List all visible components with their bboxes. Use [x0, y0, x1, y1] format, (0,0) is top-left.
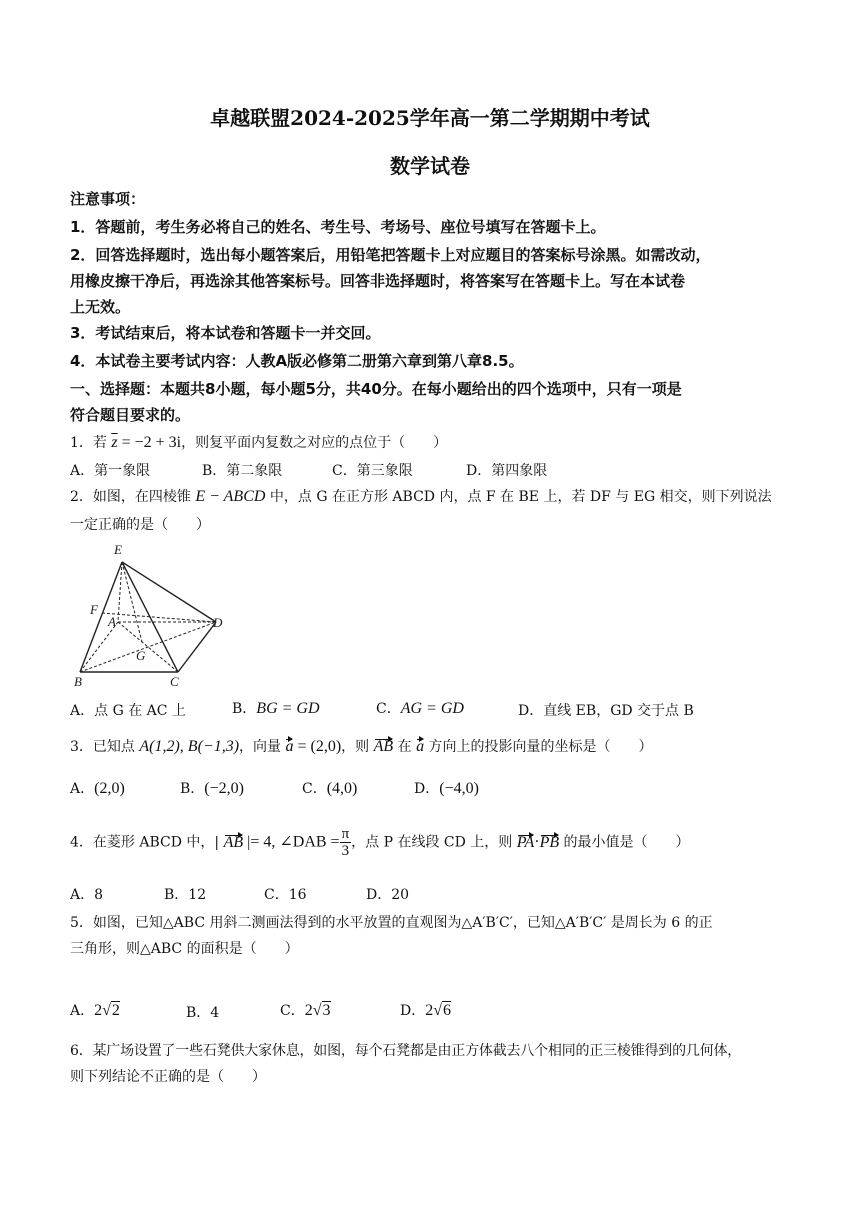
notice-item-3: 3．考试结束后，将本试卷和答题卡一并交回。 [70, 324, 381, 342]
q2-expr: E − ABCD [195, 488, 266, 505]
label-b: B [74, 674, 82, 688]
question-6-cont: 则下列结论不正确的是（ ） [70, 1069, 266, 1085]
q1-post: ，则复平面内复数之对应的点位于（ ） [181, 435, 448, 451]
q2-option-c-label: C． [376, 701, 401, 717]
q4-vector-ab: AB [223, 833, 244, 851]
pyramid-figure [70, 540, 240, 688]
q3-mid1: ，向量 [239, 739, 286, 755]
q5-option-d [400, 1000, 451, 1020]
q5-option-d-coef: 2 [425, 1002, 434, 1019]
q5-option-c-coef: 2 [304, 1002, 313, 1019]
edge-ed [122, 562, 216, 622]
q4-pre: 4．在菱形 ABCD 中，| [70, 834, 224, 851]
q3-mid2: ，则 [341, 739, 374, 755]
q3-vector-a-value: = (2,0) [293, 738, 342, 755]
q3-option-a-text: (2,0) [94, 780, 125, 797]
q4-fraction [340, 826, 352, 859]
q2-post: 中，点 G 在正方形 ABCD 内，点 F 在 BE 上，若 DF 与 EG 相交，则下列说法 [265, 489, 772, 505]
q5-option-b-label: B． [186, 1005, 211, 1021]
q2-option-d-text: 直线 EB，GD 交于点 B [543, 703, 694, 719]
q3-points: A(1,2), B(−1,3) [139, 738, 240, 755]
q5-option-c-radicand: 3 [322, 1002, 331, 1019]
q2-option-a-label: A． [70, 703, 95, 719]
q3-option-d [414, 778, 479, 798]
q3-vector-a: a [285, 738, 294, 755]
notice-item-2-end: 上无效。 [70, 298, 131, 316]
q5-option-d-label: D． [400, 1003, 426, 1019]
question-2 [70, 486, 772, 506]
q5-option-b [186, 1002, 219, 1022]
sqrt-icon: √ [312, 1002, 322, 1019]
q3-option-a [70, 778, 125, 798]
q5-option-b-text: 4 [210, 1005, 220, 1021]
q1-eq: = −2 + 3i [117, 434, 182, 451]
label-e: E [114, 542, 122, 557]
q2-option-d-label: D． [518, 703, 544, 719]
q1-pre: 1．若 [70, 435, 112, 451]
notice-heading: 注意事项： [70, 190, 146, 208]
q5-option-a [70, 1000, 120, 1020]
notice-item-1: 1．答题前，考生务必将自己的姓名、考生号、考场号、座位号填写在答题卡上。 [70, 218, 606, 236]
question-6: 6．某广场设置了一些石凳供大家休息，如图，每个石凳都是由正方体截去八个相同的正三棱锥得到的几何体， [70, 1043, 742, 1059]
q3-option-d-text: (−4,0) [439, 780, 479, 797]
label-c: C [170, 674, 179, 688]
q5-option-d-radicand: 6 [443, 1002, 452, 1019]
q3-post: 方向上的投影向量的坐标是（ ） [424, 739, 653, 755]
q3-mid3: 在 [393, 739, 417, 755]
q2-option-c-text: AG = GD [400, 700, 464, 717]
q3-option-d-label: D． [414, 781, 440, 797]
q2-option-b [232, 698, 320, 718]
question-5-cont: 三角形，则△ABC 的面积是（ ） [70, 941, 299, 957]
q4-vector-pa: PA [516, 833, 535, 851]
question-2-cont: 一定正确的是（ ） [70, 517, 210, 533]
q4-option-c: C．16 [264, 887, 307, 903]
question-1 [70, 432, 447, 452]
q4-mid2: ，点 P 在线段 CD 上，则 [351, 834, 517, 851]
q3-option-a-label: A． [70, 781, 95, 797]
exam-title: 卓越联盟2024-2025学年高一第二学期期中考试 [210, 106, 650, 130]
q3-vector-ab: AB [373, 738, 394, 755]
q5-option-c [280, 1000, 331, 1020]
q2-option-b-text: BG = GD [256, 700, 320, 717]
line-fd [102, 613, 216, 622]
edge-ec [122, 562, 178, 672]
question-4 [70, 826, 690, 859]
q1-option-c: C．第三象限 [332, 463, 413, 479]
q2-option-a-text: 点 G 在 AC 上 [94, 703, 186, 719]
q5-option-a-radicand: 2 [111, 1002, 120, 1019]
q3-pre: 3．已知点 [70, 739, 140, 755]
label-d: D [213, 615, 223, 630]
q2-pre: 2．如图，在四棱锥 [70, 489, 196, 505]
q1-option-d: D．第四象限 [466, 463, 548, 479]
q1-option-a: A．第一象限 [70, 463, 151, 479]
q4-fraction-den: 3 [341, 843, 350, 859]
notice-item-2: 2．回答选择题时，选出每小题答案后，用铅笔把答题卡上对应题目的答案标号涂黑。如需改动， [70, 246, 711, 264]
q3-vector-a-2: a [416, 738, 425, 755]
q3-option-b-text: (−2,0) [204, 780, 244, 797]
q3-option-c-text: (4,0) [326, 780, 358, 797]
q1-zbar: $\overline{z}$ [111, 434, 118, 451]
q4-option-a: A．8 [70, 887, 104, 903]
notice-item-4: 4．本试卷主要考试内容：人教A版必修第二册第六章到第八章8.5。 [70, 352, 524, 370]
section-heading-cont: 符合题目要求的。 [70, 406, 191, 424]
q3-option-c-label: C． [302, 781, 327, 797]
line-eg [122, 562, 142, 642]
q2-option-b-label: B． [232, 701, 257, 717]
q3-option-b [180, 778, 244, 798]
q2-option-a [70, 700, 186, 720]
notice-item-2-cont: 用橡皮擦干净后，再选涂其他答案标号。回答非选择题时，将答案写在答题卡上。写在本试卷 [70, 272, 686, 290]
label-f: F [90, 602, 98, 617]
q4-post: 的最小值是（ ） [559, 834, 690, 851]
q4-mid1: |= 4, ∠DAB = [243, 833, 340, 851]
q4-dot: · [534, 833, 540, 851]
q4-option-b: B．12 [164, 887, 207, 903]
section-heading: 一、选择题：本题共8小题，每小题5分，共40分。在每小题给出的四个选项中，只有一项是 [70, 380, 682, 398]
q1-option-b: B．第二象限 [202, 463, 283, 479]
q3-option-c [302, 778, 357, 798]
question-3 [70, 736, 653, 756]
label-a: A [108, 614, 116, 629]
exam-subtitle: 数学试卷 [390, 154, 470, 178]
q4-fraction-num: π [341, 826, 350, 842]
q5-option-a-coef: 2 [94, 1002, 103, 1019]
q3-option-b-label: B． [180, 781, 205, 797]
sqrt-icon: √ [102, 1002, 111, 1019]
diag-bd [80, 622, 216, 672]
q5-option-a-label: A． [70, 1003, 95, 1019]
q4-option-d: D．20 [366, 887, 410, 903]
sqrt-icon: √ [433, 1002, 443, 1019]
q2-option-d [518, 700, 694, 720]
question-5: 5．如图，已知△ABC 用斜二测画法得到的水平放置的直观图为△A′B′C′，已知△A′B′C′ 是周长为 6 的正 [70, 915, 713, 931]
q4-vector-pb: PB [539, 833, 560, 851]
edge-cd [178, 622, 216, 672]
q2-option-c [376, 698, 464, 718]
label-g: G [136, 648, 146, 663]
q5-option-c-label: C． [280, 1003, 305, 1019]
